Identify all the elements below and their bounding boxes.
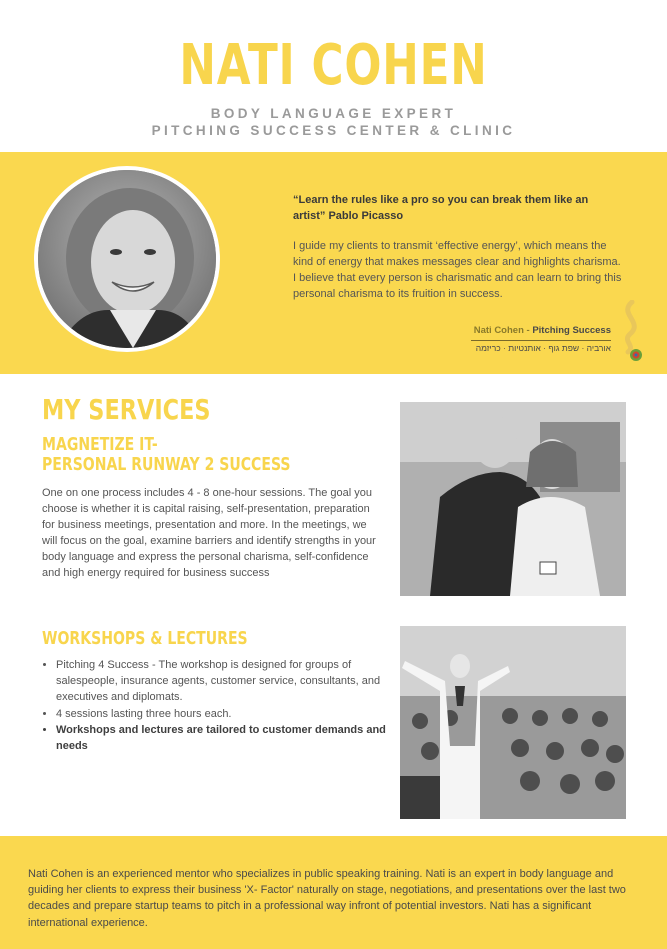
logo-separator: - bbox=[523, 325, 533, 336]
magnetize-heading: MAGNETIZE IT- bbox=[42, 434, 158, 455]
footer-band bbox=[0, 836, 667, 949]
workshops-list bbox=[42, 657, 396, 754]
lecture-audience-photo bbox=[400, 626, 626, 819]
list-item: • Pitching 4 Success - The workshop is designed for groups of salespeople, insurance agents, customer service, consultants, and executives and diplomats. bbox=[56, 657, 396, 706]
two-people-image bbox=[400, 402, 626, 596]
runway-heading: PERSONAL RUNWAY 2 SUCCESS bbox=[42, 454, 291, 475]
intro-text: I guide my clients to transmit ‘effective energy’, which means the kind of energy that makes messages clear and highlights charisma. I believe that every person is charismatic and can learn to bring this personal charisma to its fruition in success. bbox=[293, 240, 622, 300]
page-title: NATI COHEN bbox=[179, 33, 488, 98]
brand-logo-text bbox=[471, 325, 611, 355]
spiral-logo-icon bbox=[610, 300, 646, 364]
logo-hebrew: אורביה · שפת גוף · אותנטיות · כריזמה bbox=[471, 340, 611, 355]
list-item: • Workshops and lectures are tailored to customer demands and needs bbox=[56, 722, 396, 754]
intro-band bbox=[0, 152, 667, 374]
services-heading: MY SERVICES bbox=[42, 393, 211, 426]
quote-block bbox=[293, 192, 623, 302]
logo-brand-tagline: Pitching Success bbox=[532, 325, 611, 336]
header bbox=[0, 0, 667, 152]
subtitle-center: PITCHING SUCCESS CENTER & CLINIC bbox=[151, 123, 516, 138]
two-people-photo bbox=[400, 402, 626, 596]
list-item: • 4 sessions lasting three hours each. bbox=[56, 706, 396, 722]
picasso-quote: “Learn the rules like a pro so you can break them like an artist” Pablo Picasso bbox=[293, 194, 589, 222]
logo-brand bbox=[471, 325, 611, 337]
subtitle-role: BODY LANGUAGE EXPERT bbox=[210, 106, 457, 121]
bio-text: Nati Cohen is an experienced mentor who specializes in public speaking training. Nati is an expert in body language and guiding her clients to express their business 'X- Factor' naturally on stage, negotiations, and presentations over the last two decades and prepare startup teams to pitch in a professional way infront of potential investors. Nati has a significant international experience. bbox=[28, 868, 626, 929]
workshops-heading: WORKSHOPS & LECTURES bbox=[42, 628, 248, 649]
lecture-audience-image bbox=[400, 626, 626, 819]
portrait-photo bbox=[34, 166, 220, 352]
magnetize-description: One on one process includes 4 - 8 one-hour sessions. The goal you choose is whether it is capital raising, self-presentation, preparation for business meetings, presentation and more. In the meetings, we will focus on the goal, examine barriers and identify strengths in your body language and express the personal charisma, self-confidence and high energy required for business success bbox=[42, 487, 376, 580]
portrait-image bbox=[38, 170, 216, 348]
logo-brand-name: Nati Cohen bbox=[473, 325, 524, 336]
